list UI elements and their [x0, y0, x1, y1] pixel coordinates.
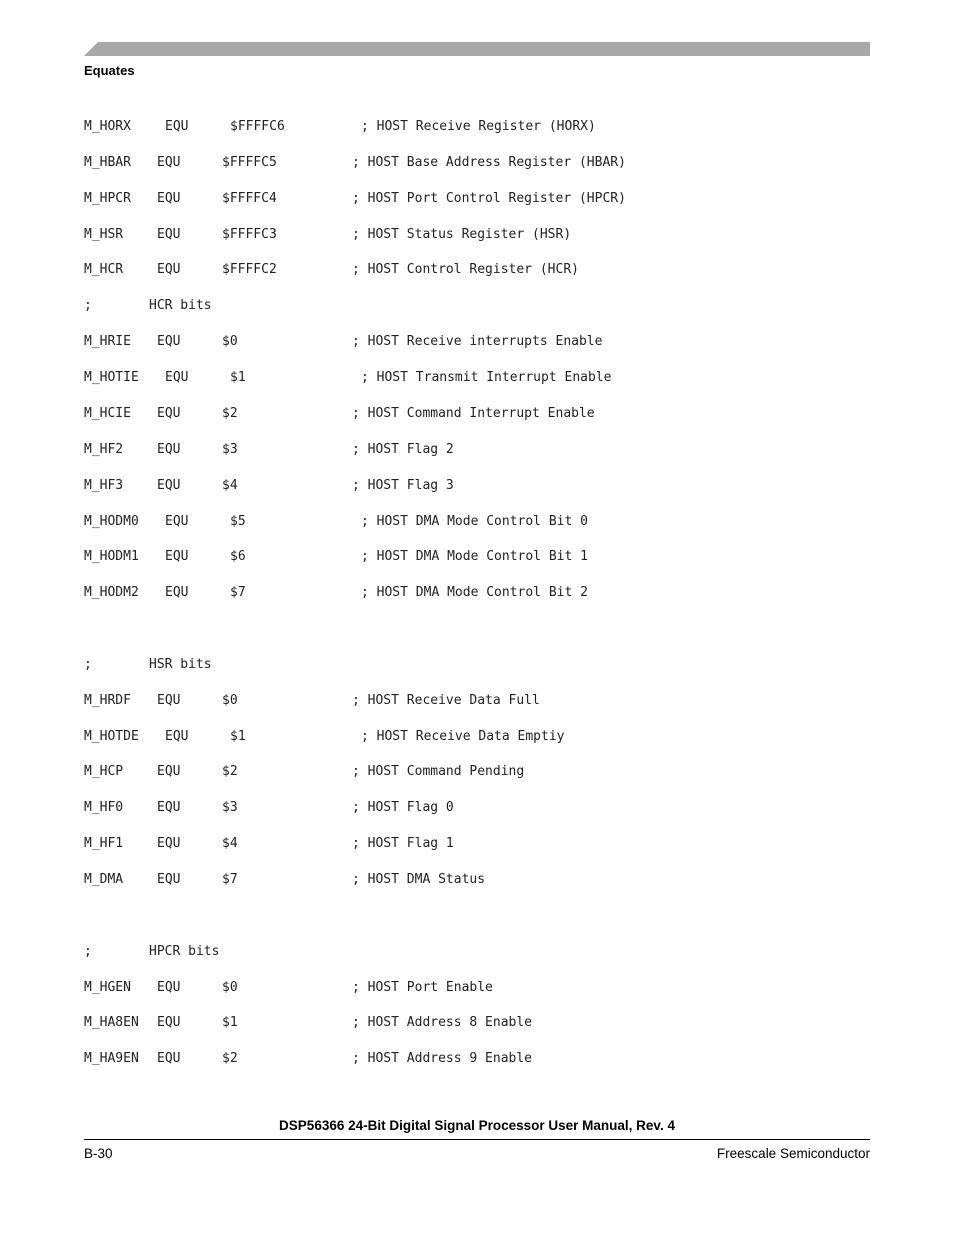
value: $3 [222, 442, 238, 457]
code-comment-hcr-bits [84, 297, 212, 315]
comment: ; HOST Flag 1 [352, 836, 454, 851]
code-line-m-hsr [84, 226, 572, 244]
symbol: M_HODM2 [84, 585, 139, 600]
comment: ; HOST Address 8 Enable [352, 1015, 533, 1030]
code-line-m-hodm1 [84, 548, 588, 566]
symbol: M_HBAR [84, 155, 131, 170]
directive: EQU [165, 729, 189, 744]
symbol: M_HODM0 [84, 514, 139, 529]
symbol: M_HF3 [84, 478, 124, 493]
value: $FFFFC4 [222, 191, 277, 206]
value: $2 [222, 1051, 238, 1066]
symbol: M_HRDF [84, 693, 131, 708]
company-name: Freescale Semiconductor [716, 1146, 870, 1161]
comment: ; HOST Flag 2 [352, 442, 454, 457]
code-line-m-hf2 [84, 441, 454, 459]
directive: EQU [157, 980, 181, 995]
symbol: M_HOTIE [84, 370, 139, 385]
code-line-m-hrdf [84, 692, 540, 710]
code-line-m-dma [84, 871, 486, 889]
symbol: M_HA8EN [84, 1015, 139, 1030]
directive: EQU [157, 836, 181, 851]
value: $2 [222, 764, 238, 779]
code-line-m-hodm2 [84, 584, 588, 602]
comment: ; HOST Status Register (HSR) [352, 227, 572, 242]
comment: ; HOST Receive interrupts Enable [352, 334, 603, 349]
code-comment-hpcr-bits [84, 943, 220, 961]
code-line-m-hrie [84, 333, 603, 351]
directive: EQU [157, 872, 181, 887]
value: $1 [230, 370, 246, 385]
symbol: M_HSR [84, 227, 124, 242]
symbol: M_HRIE [84, 334, 131, 349]
symbol: M_HCP [84, 764, 124, 779]
directive: EQU [157, 191, 181, 206]
directive: EQU [157, 406, 181, 421]
symbol: M_HGEN [84, 980, 131, 995]
code-line-m-hcr [84, 261, 579, 279]
code-line-m-horx [84, 118, 596, 136]
directive: EQU [157, 334, 181, 349]
code-line-m-hgen [84, 979, 493, 997]
directive: EQU [165, 514, 189, 529]
symbol: M_HCIE [84, 406, 131, 421]
code-line-m-ha8en [84, 1014, 533, 1032]
footer-rule [84, 1139, 870, 1140]
directive: EQU [165, 119, 189, 134]
comment: ; HOST Receive Register (HORX) [361, 119, 596, 134]
directive: EQU [165, 585, 189, 600]
symbol: M_HODM1 [84, 549, 139, 564]
symbol: M_HPCR [84, 191, 131, 206]
code-line-m-hpcr [84, 190, 626, 208]
code-line-m-hcie [84, 405, 595, 423]
value: $4 [222, 836, 238, 851]
directive: EQU [165, 370, 189, 385]
comment-text: HCR bits [149, 298, 212, 313]
value: $FFFFC6 [230, 119, 285, 134]
value: $1 [222, 1015, 238, 1030]
directive: EQU [157, 764, 181, 779]
comment: ; HOST Command Pending [352, 764, 525, 779]
code-line-m-hf0 [84, 799, 454, 817]
symbol: M_HF0 [84, 800, 124, 815]
value: $7 [230, 585, 246, 600]
symbol: M_HOTDE [84, 729, 139, 744]
header-bar [84, 42, 870, 56]
value: $1 [230, 729, 246, 744]
comment: ; HOST DMA Mode Control Bit 0 [361, 514, 588, 529]
directive: EQU [157, 693, 181, 708]
comment: ; HOST Transmit Interrupt Enable [361, 370, 612, 385]
value: $7 [222, 872, 238, 887]
comment: ; HOST Flag 0 [352, 800, 454, 815]
comment: ; HOST Command Interrupt Enable [352, 406, 595, 421]
comment-marker: ; [84, 657, 92, 672]
code-line-m-hotde [84, 728, 565, 746]
comment: ; HOST Address 9 Enable [352, 1051, 533, 1066]
comment: ; HOST Control Register (HCR) [352, 262, 579, 277]
directive: EQU [157, 1051, 181, 1066]
footer-manual-title: DSP56366 24-Bit Digital Signal Processor User Manual, Rev. 4 [279, 1118, 675, 1133]
comment: ; HOST Receive Data Full [352, 693, 540, 708]
directive: EQU [157, 442, 181, 457]
comment-text: HPCR bits [149, 944, 220, 959]
comment: ; HOST Flag 3 [352, 478, 454, 493]
value: $0 [222, 693, 238, 708]
comment-text: HSR bits [149, 657, 212, 672]
comment: ; HOST Receive Data Emptiy [361, 729, 565, 744]
value: $6 [230, 549, 246, 564]
comment: ; HOST DMA Mode Control Bit 2 [361, 585, 588, 600]
comment: ; HOST DMA Status [352, 872, 486, 887]
symbol: M_DMA [84, 872, 124, 887]
code-line-m-hotie [84, 369, 612, 387]
comment-marker: ; [84, 298, 92, 313]
value: $3 [222, 800, 238, 815]
value: $FFFFC5 [222, 155, 277, 170]
code-line-m-hcp [84, 763, 525, 781]
comment: ; HOST DMA Mode Control Bit 1 [361, 549, 588, 564]
directive: EQU [165, 549, 189, 564]
symbol: M_HF1 [84, 836, 124, 851]
code-line-m-hbar [84, 154, 626, 172]
symbol: M_HORX [84, 119, 131, 134]
value: $FFFFC2 [222, 262, 277, 277]
directive: EQU [157, 262, 181, 277]
directive: EQU [157, 155, 181, 170]
page-number: B-30 [84, 1146, 113, 1161]
value: $0 [222, 334, 238, 349]
directive: EQU [157, 1015, 181, 1030]
value: $FFFFC3 [222, 227, 277, 242]
code-comment-hsr-bits [84, 656, 212, 674]
comment: ; HOST Port Enable [352, 980, 493, 995]
comment: ; HOST Base Address Register (HBAR) [352, 155, 626, 170]
directive: EQU [157, 227, 181, 242]
code-line-m-hf1 [84, 835, 454, 853]
code-line-m-hf3 [84, 477, 454, 495]
code-line-m-ha9en [84, 1050, 533, 1068]
value: $4 [222, 478, 238, 493]
directive: EQU [157, 478, 181, 493]
comment: ; HOST Port Control Register (HPCR) [352, 191, 626, 206]
symbol: M_HA9EN [84, 1051, 139, 1066]
code-line-m-hodm0 [84, 513, 588, 531]
symbol: M_HF2 [84, 442, 124, 457]
symbol: M_HCR [84, 262, 124, 277]
value: $2 [222, 406, 238, 421]
value: $5 [230, 514, 246, 529]
section-title: Equates [84, 63, 135, 78]
value: $0 [222, 980, 238, 995]
directive: EQU [157, 800, 181, 815]
comment-marker: ; [84, 944, 92, 959]
